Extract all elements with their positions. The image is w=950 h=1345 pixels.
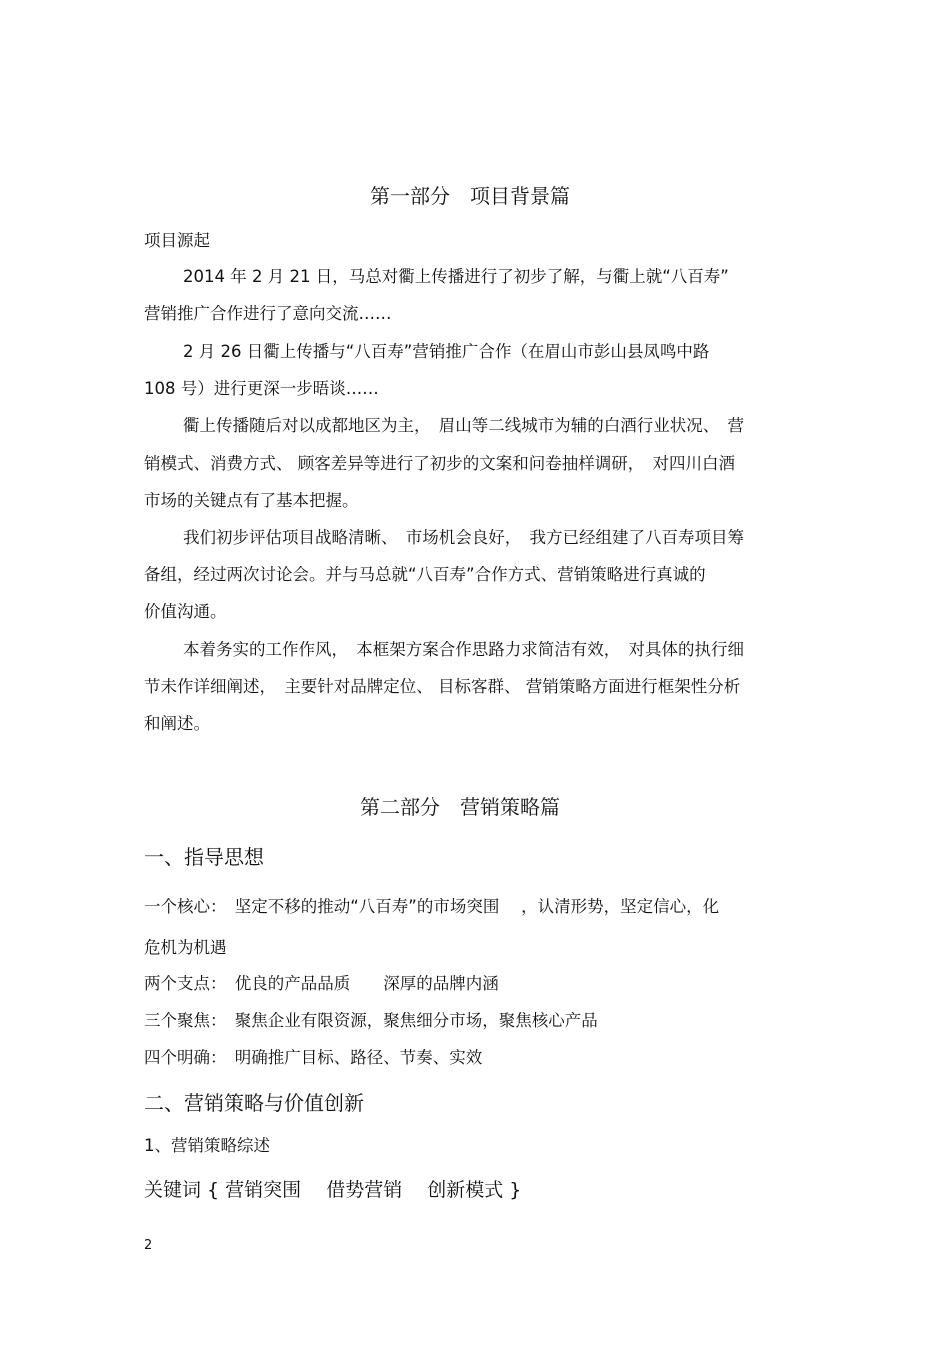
paragraph-4-line-2: 备组，经过两次讨论会。并与马总就“八百寿”合作方式、营销策略进行真诚的 xyxy=(144,565,706,584)
paragraph-1-line-1: 2014 年 2 月 21 日，马总对衢上传播进行了初步了解，与衢上就“八百寿” xyxy=(183,267,729,286)
subsection-1-heading: 1、营销策略综述 xyxy=(144,1136,270,1155)
paragraph-5-line-1: 本着务实的工作作风， 本框架方案合作思路力求简洁有效， 对具体的执行细 xyxy=(183,640,744,659)
paragraph-3-line-3: 市场的关键点有了基本把握。 xyxy=(144,491,359,510)
part1-subtitle: 项目源起 xyxy=(144,231,210,250)
point-two-pivots: 两个支点： 优良的产品品质 深厚的品牌内涵 xyxy=(144,974,499,993)
paragraph-4-line-3: 价值沟通。 xyxy=(144,602,227,621)
point-four-clear: 四个明确： 明确推广目标、路径、节奏、实效 xyxy=(144,1048,483,1067)
paragraph-4-line-1: 我们初步评估项目战略清晰、 市场机会良好， 我方已经组建了八百寿项目筹 xyxy=(183,528,744,547)
point-three-focus: 三个聚焦： 聚焦企业有限资源，聚焦细分市场，聚焦核心产品 xyxy=(144,1011,598,1030)
section-1-heading: 一、指导思想 xyxy=(144,845,264,869)
core-line-1: 一个核心： 坚定不移的推动“八百寿”的市场突围 ，认清形势，坚定信心，化 xyxy=(144,897,720,916)
page-number: 2 xyxy=(144,1238,153,1253)
part1-title: 第一部分 项目背景篇 xyxy=(370,184,570,208)
section-2-heading: 二、营销策略与价值创新 xyxy=(144,1091,364,1115)
paragraph-5-line-3: 和阐述。 xyxy=(144,714,210,733)
keywords-line: 关键词 { 营销突围 借势营销 创新模式 } xyxy=(144,1179,522,1201)
paragraph-3-line-1: 衢上传播随后对以成都地区为主， 眉山等二线城市为辅的白酒行业状况、 营 xyxy=(183,416,744,435)
paragraph-5-line-2: 节未作详细阐述， 主要针对品牌定位、 目标客群、 营销策略方面进行框架性分析 xyxy=(144,677,741,696)
paragraph-1-line-2: 营销推广合作进行了意向交流…… xyxy=(144,304,392,323)
paragraph-3-line-2: 销模式、消费方式、 顾客差异等进行了初步的文案和问卷抽样调研， 对四川白酒 xyxy=(144,454,735,473)
paragraph-2-line-2: 108 号）进行更深一步晤谈…… xyxy=(144,379,379,398)
core-line-2: 危机为机遇 xyxy=(144,938,227,957)
part2-title: 第二部分 营销策略篇 xyxy=(360,795,560,819)
paragraph-2-line-1: 2 月 26 日衢上传播与“八百寿”营销推广合作（在眉山市彭山县凤鸣中路 xyxy=(183,342,710,361)
